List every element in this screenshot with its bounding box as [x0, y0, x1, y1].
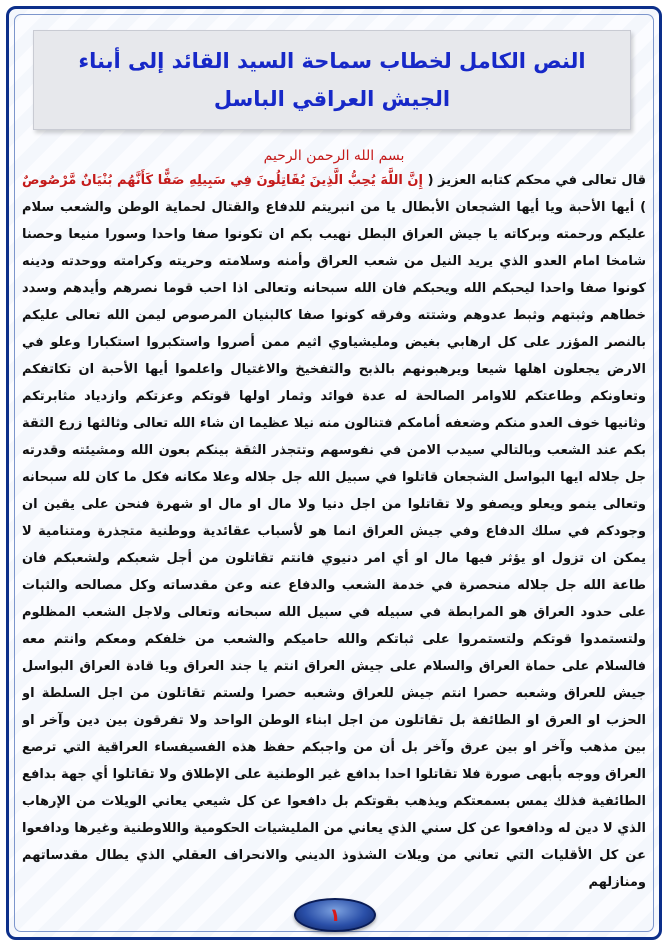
- speech-content: [22, 146, 646, 900]
- quran-intro: قال تعالى في محكم كتابه العزيز (: [423, 173, 646, 188]
- quran-verse: إِنَّ اللَّهَ يُحِبُّ الَّذِينَ يُقَاتِلُونَ فِي سَبِيلِهِ صَفًّا كَأَنَّهُم بُنْيَانٌ مَّرْصُوصٌ: [22, 173, 423, 188]
- speech-body: أيها الأحبة ويا أيها الشجعان الأبطال يا من انبريتم للدفاع والقتال لحماية الوطن والشعب سلام عليكم ورحمته وبركاته يا جيش العراق البطل نهيب بكم ان تكونوا صفا واحدا وسورا منيعا وحصنا شامخا امام العدو الذي يريد النيل من شعب العراق وأمنه وسلامته وحريته وكرامته ووحدته ودينه كونوا صفا واحدا ليحبكم الله ويحبكم فان الله سبحانه وتعالى اذا احب قوما نصرهم وأيدهم وسدد خطاهم وثبتهم وثبط عدوهم وشتته وفرقه كونوا صفا كالبنيان المرصوص ليمن الله تعالى عليكم بالنصر المؤزر على كل ارهابي بغيض ومليشياوي اثيم ممن أصروا واستكبروا استكبارا وعلو في الارض يجعلون اهلها شيعا ويرهبونهم بالذبح والتفخيخ والاغتيال واعلموا أيها الأحبة ان تكاتفكم وتعاونكم وطاعتكم للاوامر الصالحة له عدة فوائد وثمار اولها قوتكم وعزتكم وازدياد مثابرتكم وثانيها خوف العدو منكم وضعفه أمامكم فتنالون منه نيلا عظيما ان شاء الله تعالى وثالثها زرع الثقة بكم عند الشعب وبالتالي سيدب الامن في نفوسهم وتتجذر الثقة بينكم بعون الله ومشيئته وقدرته جل جلاله ايها البواسل الشجعان قاتلوا في سبيل الله جل جلاله وعلا مكانه فكل ما كان لله سبحانه وتعالى ينمو ويعلو ويصفو ولا تقاتلوا من اجل دنيا ولا مال او مال او شهرة فنحن على يقين ان وجودكم في سلك الدفاع وفي جيش العراق انما هو لأسباب عقائدية ووطنية متجذرة ومتنامية لا يمكن ان تزول او يؤثر فيها مال او أي امر دنيوي فانتم تقاتلون من أجل شعبكم ولشعبكم فان طاعة الله جل جلاله منحصرة في خدمة الشعب والدفاع عنه وعن مقدساته وكل مصالحه والثبات على حدود العراق هو المرابطة في سبيله في سبيل الله سبحانه وتعالى ولاجل الشعب المظلوم ولتستمدوا قوتكم ولتستمروا على ثباتكم والله حاميكم والشعب من خلفكم ومعكم وانتم معه فالسلام على حماة العراق والسلام على جيش العراق انتم يا جند العراق ويا قادة العراق البواسل جيش للعراق وشعبه حصرا انتم جيش للعراق وشعبه حصرا ولستم تقاتلون من اجل السلطة او الحزب او العرق او الطائفة بل تقاتلون من اجل ابناء الوطن الواحد ولا تفرقون بين دين وآخر او بين مذهب وآخر او بين عرق وآخر بل أن من واجبكم حفظ هذه الفسيفساء العراقية التي ترصع العراق ووجه بأبهى صورة فلا تقاتلوا احدا بدافع غير الوطنية على الإطلاق ولا تقاتلوا أي جهة بدافع الطائفية فذلك يمس بسمعتكم ويذهب بقوتكم بل دافعوا عن كل شيعي يعاني الويلات من الإرهاب الذي لا دين له ودافعوا عن كل سني الذي يعاني من المليشيات الحكومية واللاوطنية وغيرها ودافعوا عن كل الأقليات التي تعاني من ويلات الشذوذ الديني والانحراف العقلي الذي يطال مقدساتهم ومنازلهم: [22, 200, 646, 890]
- quran-intro-end: ): [640, 200, 646, 215]
- speech-text: [22, 167, 646, 896]
- page-number-badge: [294, 898, 376, 932]
- page-title: النص الكامل لخطاب سماحة السيد القائد إلى أبناء الجيش العراقي الباسل: [78, 49, 586, 111]
- page-number: ١: [329, 904, 341, 926]
- title-box: [33, 30, 631, 130]
- basmala: بسم الله الرحمن الرحيم: [263, 148, 405, 164]
- page-footer: [290, 898, 380, 932]
